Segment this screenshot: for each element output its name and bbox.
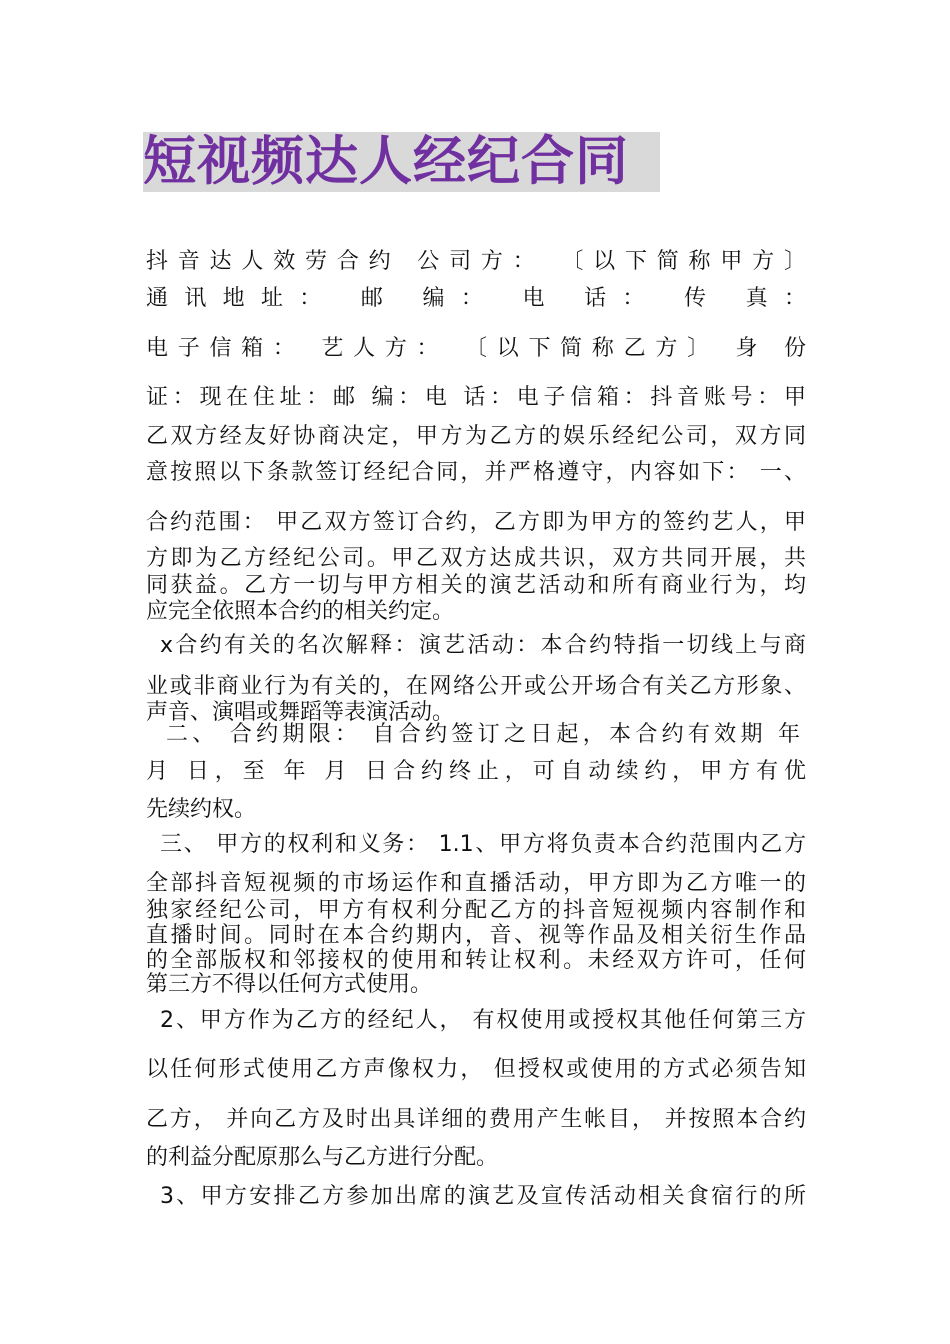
text-line-25: 乙方， 并向乙方及时出具详细的费用产生帐目， 并按照本合约 bbox=[146, 1107, 806, 1132]
text-line-8: 方即为乙方经纪公司。甲乙双方达成共识，双方共同开展，共 bbox=[146, 546, 806, 571]
text-line-27: 3、甲方安排乙方参加出席的演艺及宣传活动相关食宿行的所 bbox=[160, 1184, 806, 1209]
text-line-12: 业或非商业行为有关的，在网络公开或公开场合有关乙方形象、 bbox=[146, 674, 806, 699]
text-line-10: 应完全依照本合约的相关约定。 bbox=[146, 599, 455, 624]
document-title: 短视频达人经纪合同 bbox=[143, 132, 660, 192]
text-line-20: 直播时间。同时在本合约期内，音、视等作品及相关衍生作品 bbox=[146, 923, 806, 948]
text-line-4: 证：现在住址：邮 编：电 话：电子信箱：抖音账号：甲 bbox=[146, 385, 806, 410]
text-line-22: 第三方不得以任何方式使用。 bbox=[146, 972, 433, 997]
text-line-9: 同获益。乙方一切与甲方相关的演艺活动和所有商业行为，均 bbox=[146, 573, 806, 598]
text-line-13: 声音、演唱或舞蹈等表演活动。 bbox=[146, 700, 455, 725]
text-line-23: 2、甲方作为乙方的经纪人， 有权使用或授权其他任何第三方 bbox=[160, 1008, 806, 1033]
text-line-2: 通讯地址： 邮 编： 电 话： 传 真： bbox=[146, 286, 806, 311]
text-line-14: 二、 合约期限： 自合约签订之日起，本合约有效期 年 bbox=[166, 722, 800, 747]
text-line-21: 的全部版权和邻接权的使用和转让权利。未经双方许可，任何 bbox=[146, 948, 806, 973]
text-line-7: 合约范围： 甲乙双方签订合约，乙方即为甲方的签约艺人，甲 bbox=[146, 510, 806, 535]
text-line-1: 抖音达人效劳合约 公司方： 〔以下简称甲方〕 bbox=[146, 249, 806, 274]
text-line-19: 独家经纪公司，甲方有权利分配乙方的抖音短视频内容制作和 bbox=[146, 898, 806, 923]
text-line-5: 乙双方经友好协商决定，甲方为乙方的娱乐经纪公司，双方同 bbox=[146, 424, 806, 449]
text-line-17: 三、 甲方的权利和义务： 1.1、甲方将负责本合约范围内乙方 bbox=[160, 832, 806, 857]
text-line-26: 的利益分配原那么与乙方进行分配。 bbox=[146, 1145, 499, 1170]
text-line-24: 以任何形式使用乙方声像权力， 但授权或使用的方式必须告知 bbox=[146, 1057, 806, 1082]
text-line-16: 先续约权。 bbox=[146, 797, 257, 822]
text-line-11: x合约有关的名次解释：演艺活动：本合约特指一切线上与商 bbox=[160, 633, 806, 658]
text-line-18: 全部抖音短视频的市场运作和直播活动，甲方即为乙方唯一的 bbox=[146, 871, 806, 896]
text-line-6: 意按照以下条款签订经纪合同，并严格遵守，内容如下： 一、 bbox=[146, 460, 806, 485]
text-line-15: 月 日，至 年 月 日合约终止，可自动续约，甲方有优 bbox=[146, 759, 806, 784]
text-line-3: 电子信箱： 艺人方： 〔以下简称乙方〕 身 份 bbox=[146, 336, 806, 361]
